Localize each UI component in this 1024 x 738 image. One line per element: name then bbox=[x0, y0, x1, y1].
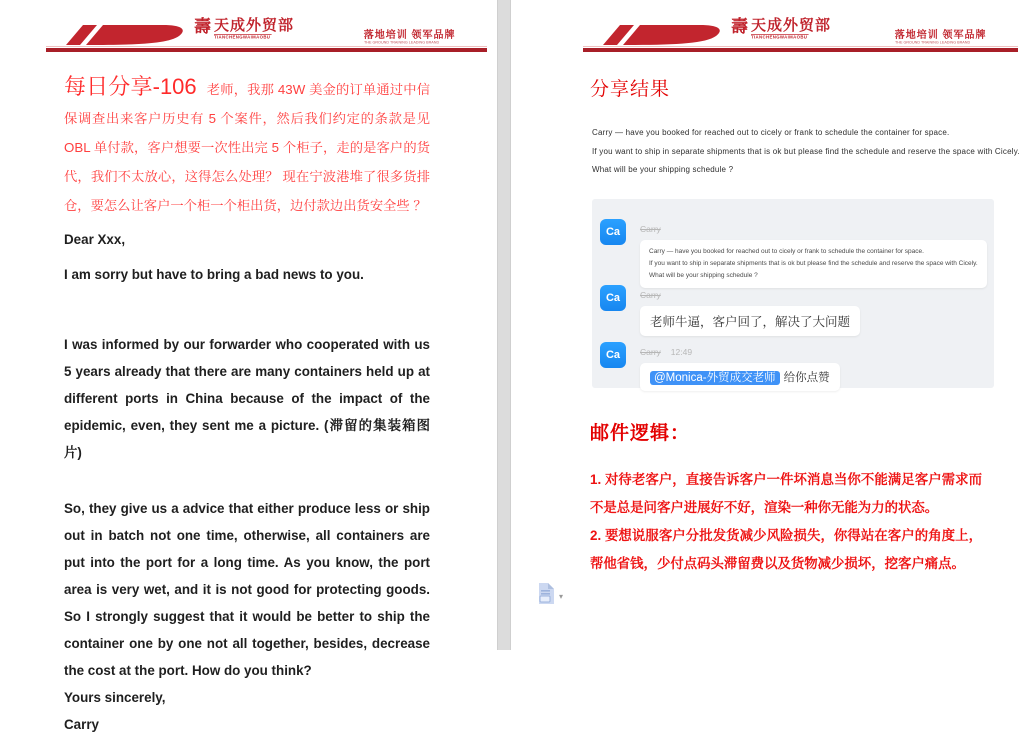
avatar: Ca bbox=[600, 219, 626, 245]
chat-bubble-line: Carry — have you booked for reached out to cicely or frank to schedule the container for space. bbox=[649, 248, 924, 255]
brand-name: 天成外贸部 bbox=[214, 17, 295, 34]
brand-logo bbox=[731, 18, 831, 42]
brand-seal-icon: 壽 bbox=[194, 17, 211, 36]
header-rule bbox=[46, 46, 487, 52]
chat-bubble-line: What will be your shipping schedule ? bbox=[649, 272, 758, 279]
brand-header bbox=[46, 16, 487, 52]
chat-bubble bbox=[640, 363, 840, 391]
client-email-line: Carry — have you booked for reached out to cicely or frank to schedule the container for space. bbox=[592, 128, 950, 137]
brand-name: 天成外贸部 bbox=[751, 17, 832, 34]
header-rule bbox=[583, 46, 1018, 52]
page-gap-divider bbox=[497, 0, 511, 650]
brand-tagline-text: 落地培训 领军品牌 bbox=[894, 30, 987, 41]
email-logic-points bbox=[590, 466, 982, 578]
email-paragraph-1: I was informed by our forwarder who cooperated with us 5 years already that there are many containers held up at different ports in China because of the impact of the epidemic, even, they sent me a picture. (滞留的集装箱图片) bbox=[64, 337, 430, 460]
paste-options-button[interactable] bbox=[537, 584, 571, 608]
client-email-line: If you want to ship in separate shipments that is ok but please find the schedule and reserve the space with Cicely. bbox=[592, 146, 1020, 156]
avatar: Ca bbox=[600, 342, 626, 368]
chat-timestamp: 12:49 bbox=[670, 347, 693, 357]
email-closing: Yours sincerely, bbox=[64, 690, 166, 705]
brand-tagline-text: 落地培训 领军品牌 bbox=[363, 30, 456, 41]
brand-tagline-sub: THE GROUND TRAINING LEADING BRAND bbox=[894, 41, 970, 45]
customer-question-paragraph bbox=[64, 72, 430, 220]
chat-bubble-text: 给你点赞 bbox=[783, 372, 830, 384]
logic-point: 1. 对待老客户，直接告诉客户一件坏消息当你不能满足客户需求而不是总是问客户进展好不好，渲染一种你无能为力的状态。 bbox=[590, 472, 982, 515]
share-result-title: 分享结果 bbox=[590, 79, 671, 100]
chat-bubble-line: If you want to ship in separate shipments that is ok but please find the schedule and reserve the space with Cicely. bbox=[649, 260, 978, 267]
email-draft bbox=[64, 226, 430, 738]
client-email-line: What will be your shipping schedule ? bbox=[592, 165, 734, 174]
client-reply-email bbox=[592, 128, 1020, 184]
avatar: Ca bbox=[600, 285, 626, 311]
email-intro: I am sorry but have to bring a bad news to you. bbox=[64, 267, 364, 282]
chat-bubble bbox=[640, 240, 987, 288]
daily-share-title: 每日分享-106 bbox=[64, 74, 197, 99]
chevron-down-icon: ▾ bbox=[559, 591, 564, 601]
brand-header bbox=[583, 16, 1018, 52]
brand-romanization: TIANCHENGWAIMAOBU bbox=[214, 35, 271, 40]
chat-sender-name: Carry bbox=[640, 224, 661, 234]
brand-tagline-sub: THE GROUND TRAINING LEADING BRAND bbox=[363, 41, 439, 45]
brand-seal-icon: 壽 bbox=[731, 17, 748, 36]
brand-tagline bbox=[364, 26, 485, 47]
brand-romanization: TIANCHENGWAIMAOBU bbox=[751, 35, 808, 40]
chat-screenshot bbox=[592, 199, 994, 388]
document-page-left bbox=[0, 0, 497, 732]
chat-message bbox=[600, 342, 986, 391]
logic-point: 2. 要想说服客户分批发货减少风险损失，你得站在客户的角度上，帮他省钱，少付点码头滞留费以及货物减少损坏，挖客户痛点。 bbox=[590, 528, 982, 571]
daily-share-content bbox=[64, 72, 430, 738]
chat-sender-name: Carry bbox=[640, 347, 661, 357]
brand-tagline bbox=[895, 26, 1016, 47]
email-logic-title: 邮件逻辑： bbox=[590, 423, 691, 444]
brand-logo bbox=[194, 18, 294, 42]
email-signature: Carry bbox=[64, 717, 99, 732]
chat-message bbox=[600, 219, 986, 288]
email-salutation: Dear Xxx, bbox=[64, 232, 126, 247]
chat-sender-name: Carry bbox=[640, 290, 661, 300]
mention-pill: @Monica-外贸成交老师 bbox=[650, 371, 780, 385]
chat-bubble: 老师牛逼，客户回了，解决了大问题 bbox=[640, 306, 860, 336]
document-page-right bbox=[511, 0, 1024, 650]
email-paragraph-2: So, they give us a advice that either produce less or ship out in batch not one time, otherwise, all containers are put into the port for a long time. As you know, the port area is very wet, and it is not good for protecting goods. So I strongly suggest that it would be better to ship the container one by one not all together, besides, decrease the cost at the port. How do you think? bbox=[64, 501, 430, 678]
chat-message bbox=[600, 285, 986, 336]
customer-question-text: 老师，我那 43W 美金的订单通过中信保调查出来客户历史有 5 个案件，然后我们约定的条款是见 OBL 单付款，客户想要一次性出完 5 个柜子，走的是客户的货代，我们不太放心，这得怎么处理？ 现在宁波港堆了很多货排仓，要怎么让客户一个柜一个柜出货，边付款边出货安全些 ？ bbox=[64, 82, 430, 213]
paste-icon bbox=[537, 582, 556, 610]
